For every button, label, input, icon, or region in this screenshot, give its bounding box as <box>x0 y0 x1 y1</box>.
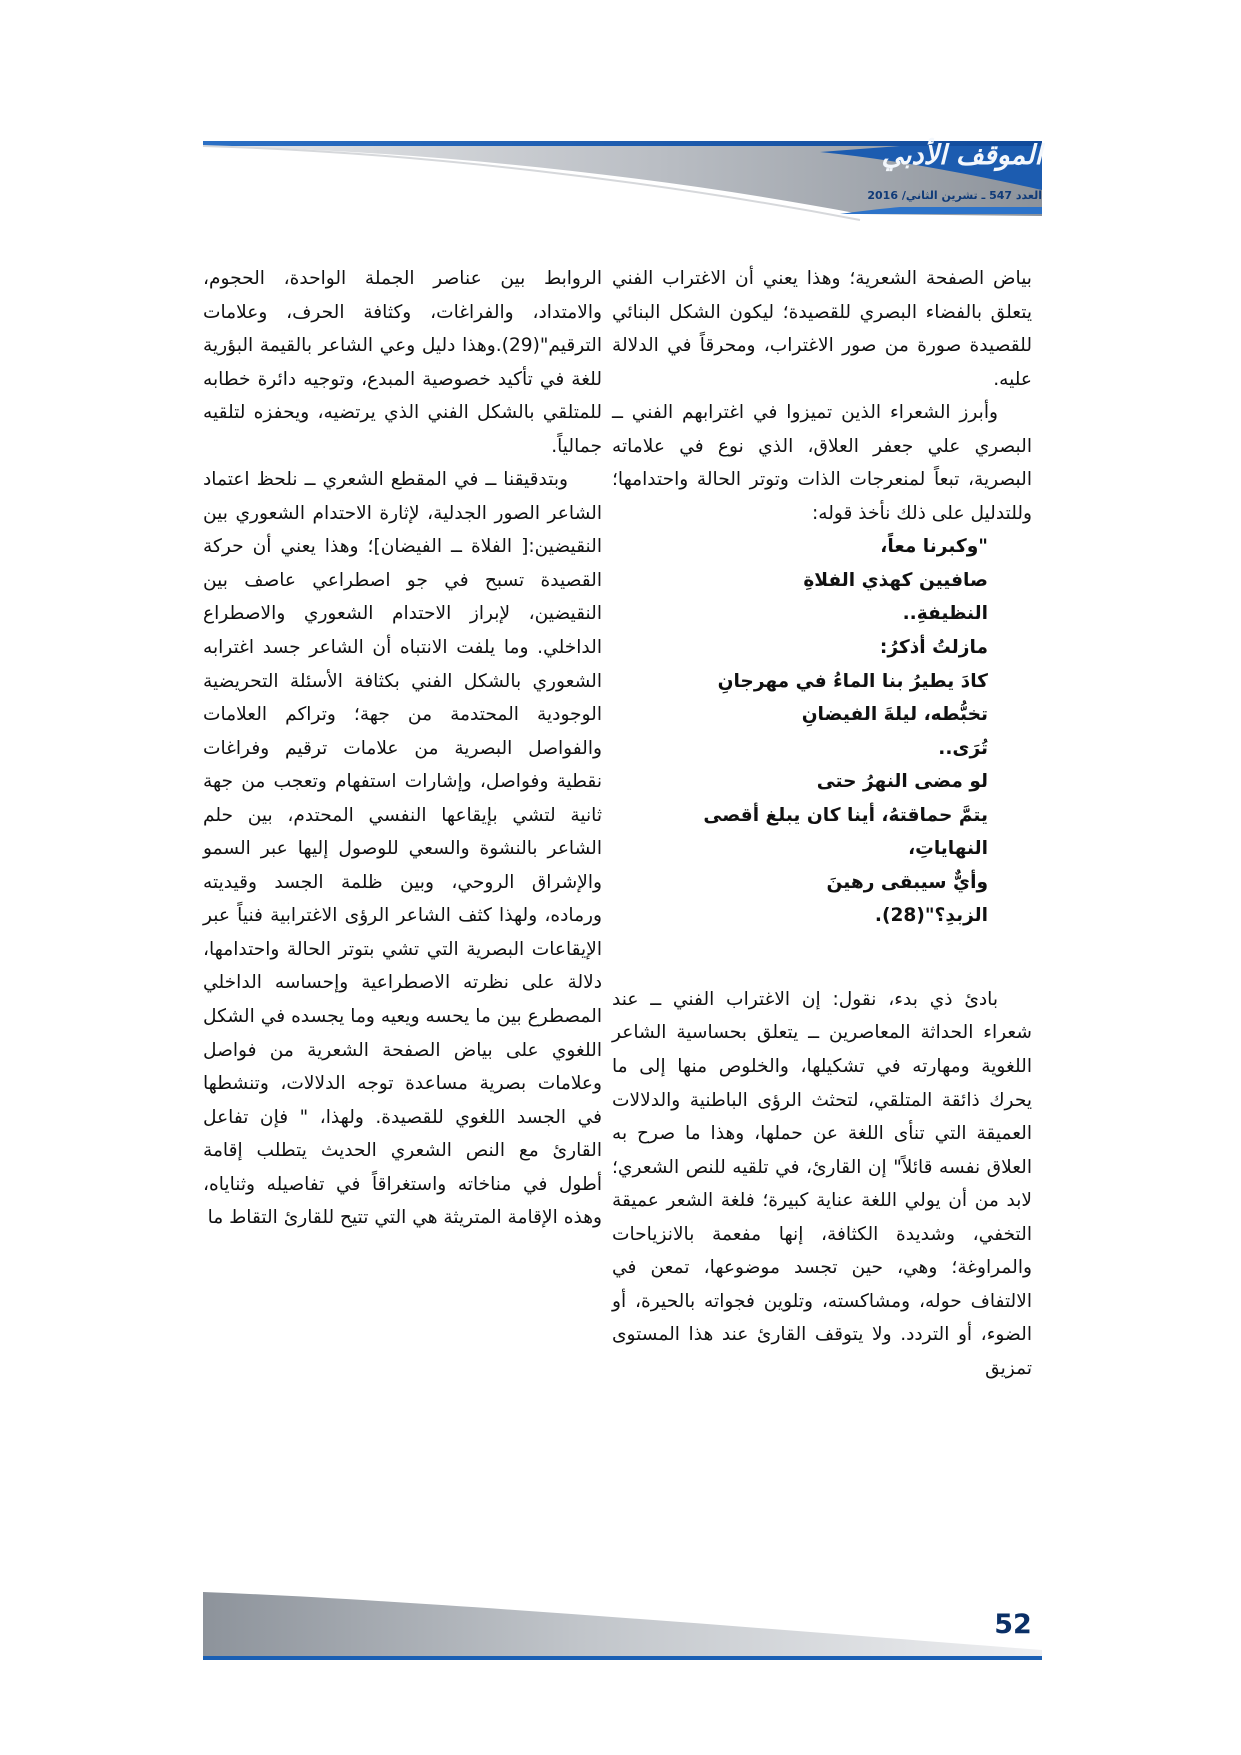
footer-banner <box>0 1590 1241 1710</box>
paragraph: بياض الصفحة الشعرية؛ وهذا يعني أن الاغتراب الفني يتعلق بالفضاء البصري للقصيدة؛ ليكون الشكل البنائي للقصيدة صورة من صور الاغتراب، ومحرقاً في الدلالة عليه. <box>612 268 1032 390</box>
poem-line: كادَ يطيرُ بنا الماءُ في مهرجانِ <box>717 670 988 692</box>
spacer <box>612 933 1032 983</box>
poem-line: مازلتُ أذكرُ: <box>879 637 988 659</box>
poem-line: صافيين كهذي الفلاةِ <box>803 569 988 591</box>
poem-line: تُرَى.. <box>938 737 988 759</box>
magazine-masthead: الموقف الأدبي <box>881 140 1042 171</box>
poem-line: تخبُّطه، ليلةَ الفيضانِ <box>801 704 988 726</box>
poem-line: الزبدِ؟"(28). <box>874 905 988 927</box>
paragraph: الروابط بين عناصر الجملة الواحدة، الحجوم، والامتداد، والفراغات، وكثافة الحرف، وعلامات الترقيم"(29).وهذا دليل وعي الشاعر بالقيمة البؤرية للغة في تأكيد خصوصية المبدع، وتوجيه دائرة خطابه للمتلقي بالشكل الفني الذي يرتضيه، ويحفزه لتلقيه جمالياً. <box>203 268 602 457</box>
poem-line: النظيفةِ.. <box>902 603 988 625</box>
poem-line: وأيٌّ سيبقى رهينَ <box>826 871 988 893</box>
paragraph: بادئ ذي بدء، نقول: إن الاغتراب الفني ــ عند شعراء الحداثة المعاصرين ــ يتعلق بحساسية الشاعر اللغوية ومهارته في تشكيلها، والخلوص منها إلى ما يحرك ذائقة المتلقي، لتحثث الرؤى الباطنية والدلالات العميقة التي تنأى اللغة عن حملها، وهذا ما صرح به العلاق نفسه قائلاً" إن القارئ، في تلقيه للنص الشعري؛ لابد من أن يولي اللغة عناية كبيرة؛ فلغة الشعر عميقة التخفي، وشديدة الكثافة، إنها مفعمة بالانزياحات والمراوغة؛ وهي، حين تجسد موضوعها، تمعن في الالتفاف حوله، ومشاكسته، وتلوين فجواته بالحيرة، أو الضوء، أو التردد. ولا يتوقف القارئ عند هذا المستوى تمزيق <box>612 988 1032 1379</box>
poem-line: النهاياتِ، <box>908 838 988 860</box>
header-banner <box>0 0 1241 230</box>
paragraph: وأبرز الشعراء الذين تميزوا في اغترابهم الفني ــ البصري علي جعفر العلاق، الذي نوع في علاماته البصرية، تبعاً لمنعرجات الذات وتوتر الحالة واحتدامها؛ وللتدليل على ذلك نأخذ قوله: <box>612 402 1032 524</box>
article-column-left <box>203 262 602 1235</box>
paragraph: وبتدقيقنا ــ في المقطع الشعري ــ نلحظ اعتماد الشاعر الصور الجدلية، لإثارة الاحتدام الشعوري بين النقيضين:[ الفلاة ــ الفيضان]؛ وهذا يعني أن حركة القصيدة تسبح في جو اصطراعي عاصف بين النقيضين، لإبراز الاحتدام الشعوري والاصطراع الداخلي. وما يلفت الانتباه أن الشاعر جسد اغترابه الشعوري بالشكل الفني بكثافة الأسئلة التحريضية الوجودية المحتدمة من جهة؛ وتراكم العلامات والفواصل البصرية من علامات ترقيم وفراغات نقطية وفواصل، وإشارات استفهام وتعجب من جهة ثانية لتشي بإيقاعها النفسي المحتدم، بين حلم الشاعر بالنشوة والسعي للوصول إليها عبر السمو والإشراق الروحي، وبين ظلمة الجسد وقيديته ورماده، ولهذا كثف الشاعر الرؤى الاغترابية فنياً عبر الإيقاعات البصرية التي تشي بتوتر الحالة واحتدامها، دلالة على نظرته الاصطراعية وإحساسه الداخلي المصطرع بين ما يحسه ويعيه وما يجسده في الشكل اللغوي على بياض الصفحة الشعرية من فواصل وعلامات بصرية مساعدة توجه الدلالات، وتنشطها في الجسد اللغوي للقصيدة. ولهذا، " فإن تفاعل القارئ مع النص الشعري الحديث يتطلب إقامة أطول في مناخاته واستغراقاً في تفاصيله وثناياه، وهذه الإقامة المتريثة هي التي تتيح للقارئ التقاط ما <box>203 469 602 1229</box>
issue-line: العدد 547 ـ تشرين الثاني/ 2016 <box>867 189 1042 202</box>
page-number: 52 <box>994 1609 1032 1640</box>
poem-line: "وكبرنا معاً، <box>880 536 988 558</box>
poem-excerpt <box>612 530 1032 933</box>
article-column-right <box>612 262 1032 1386</box>
poem-line: لو مضى النهرُ حتى <box>816 771 988 793</box>
poem-line: يتمَّ حماقتهُ، أينا كان يبلغ أقصى <box>703 804 988 826</box>
